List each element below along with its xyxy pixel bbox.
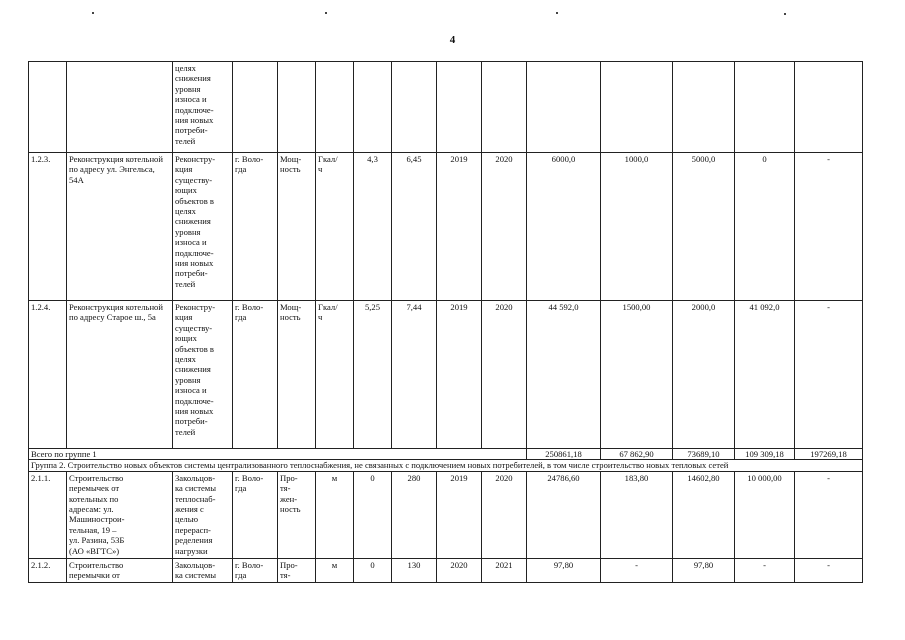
cell-value-after: 280 (392, 471, 437, 558)
table-row-continuation (29, 62, 863, 153)
cell-year-1: 183,80 (601, 471, 673, 558)
cell-end-year: 2020 (482, 153, 527, 301)
cell-value-before: 0 (354, 558, 392, 582)
cell-value-before: 0 (354, 471, 392, 558)
scan-speck (325, 12, 327, 14)
investment-program-table (28, 61, 863, 583)
scan-speck (784, 13, 786, 15)
cell-year-2: 5000,0 (673, 153, 735, 301)
cell-type: Закольцов- ка системы (173, 558, 233, 582)
cell-num: 2.1.1. (29, 471, 67, 558)
table-row (29, 558, 863, 582)
cell-value-before: 4,3 (354, 153, 392, 301)
cell-type: Реконстру- кция существу- ющих объектов в целях снижения уровня износа и подключе- ния новых потреби- телей (173, 153, 233, 301)
cell-name: Строительство перемычки от (67, 558, 173, 582)
cell-year-1: - (601, 558, 673, 582)
group-total-year-4: 197269,18 (795, 449, 863, 460)
cell-year-3: - (735, 558, 795, 582)
cell-num: 1.2.3. (29, 153, 67, 301)
cell-num: 2.1.2. (29, 558, 67, 582)
group-total-year-2: 73689,10 (673, 449, 735, 460)
cell-value-before: 5,25 (354, 301, 392, 449)
group-total-label: Всего по группе 1 (29, 449, 527, 460)
cell-unit: Гкал/ ч (316, 301, 354, 449)
group-total-year-1: 67 862,90 (601, 449, 673, 460)
cell-year-2: 2000,0 (673, 301, 735, 449)
cell-total: 44 592,0 (527, 301, 601, 449)
cell-value-after: 130 (392, 558, 437, 582)
cell-name: Реконструкция котельной по адресу ул. Энгельса, 54А (67, 153, 173, 301)
group-header-row (29, 460, 863, 471)
cell-place: г. Воло- гда (233, 153, 278, 301)
cell-year-1: 1500,00 (601, 301, 673, 449)
cell-year-4: - (795, 153, 863, 301)
cell-start-year: 2019 (437, 153, 482, 301)
cell-indicator: Про- тя- (278, 558, 316, 582)
cell-indicator: Мощ- ность (278, 153, 316, 301)
cell-unit: м (316, 471, 354, 558)
cell-total: 6000,0 (527, 153, 601, 301)
page-number: 4 (449, 34, 456, 46)
cell-start-year: 2020 (437, 558, 482, 582)
cell-year-2: 97,80 (673, 558, 735, 582)
cell-year-3: 0 (735, 153, 795, 301)
cell-name: Реконструкция котельной по адресу Старое ш., 5а (67, 301, 173, 449)
cell-unit: Гкал/ ч (316, 153, 354, 301)
cell-end-year: 2021 (482, 558, 527, 582)
scan-speck (92, 12, 94, 14)
cell-start-year: 2019 (437, 471, 482, 558)
group-total-year-3: 109 309,18 (735, 449, 795, 460)
cell-year-1: 1000,0 (601, 153, 673, 301)
cell-total: 24786,60 (527, 471, 601, 558)
cell-type-continued: целях снижения уровня износа и подключе- ния новых потреби- телей (173, 62, 233, 153)
scan-speck (556, 12, 558, 14)
cell-year-3: 10 000,00 (735, 471, 795, 558)
cell-year-4: - (795, 471, 863, 558)
cell-place: г. Воло- гда (233, 558, 278, 582)
group-2-title: Группа 2. Строительство новых объектов системы централизованного теплоснабжения, не связанных с подключением новых потребителей, в том числе строительство новых тепловых сетей (29, 460, 863, 471)
cell-place: г. Воло- гда (233, 301, 278, 449)
cell-value-after: 7,44 (392, 301, 437, 449)
group-total-sum: 250861,18 (527, 449, 601, 460)
cell-year-4: - (795, 558, 863, 582)
cell-year-2: 14602,80 (673, 471, 735, 558)
cell-type: Реконстру- кция существу- ющих объектов в целях снижения уровня износа и подключе- ния новых потреби- телей (173, 301, 233, 449)
cell-type: Закольцов- ка системы теплоснаб- жения с целью перерасп- ределения нагрузки (173, 471, 233, 558)
table-row (29, 153, 863, 301)
table-row (29, 301, 863, 449)
cell-place: г. Воло- гда (233, 471, 278, 558)
cell-start-year: 2019 (437, 301, 482, 449)
cell-end-year: 2020 (482, 301, 527, 449)
cell-total: 97,80 (527, 558, 601, 582)
cell-year-4: - (795, 301, 863, 449)
cell-name: Строительство перемычек от котельных по адресам: ул. Машинострои- тельная, 19 – ул. Разина, 53Б (АО «ВГТС») (67, 471, 173, 558)
cell-end-year: 2020 (482, 471, 527, 558)
group-total-row (29, 449, 863, 460)
cell-value-after: 6,45 (392, 153, 437, 301)
cell-indicator: Про- тя- жен- ность (278, 471, 316, 558)
table-row (29, 471, 863, 558)
cell-year-3: 41 092,0 (735, 301, 795, 449)
cell-num: 1.2.4. (29, 301, 67, 449)
cell-indicator: Мощ- ность (278, 301, 316, 449)
cell-unit: м (316, 558, 354, 582)
